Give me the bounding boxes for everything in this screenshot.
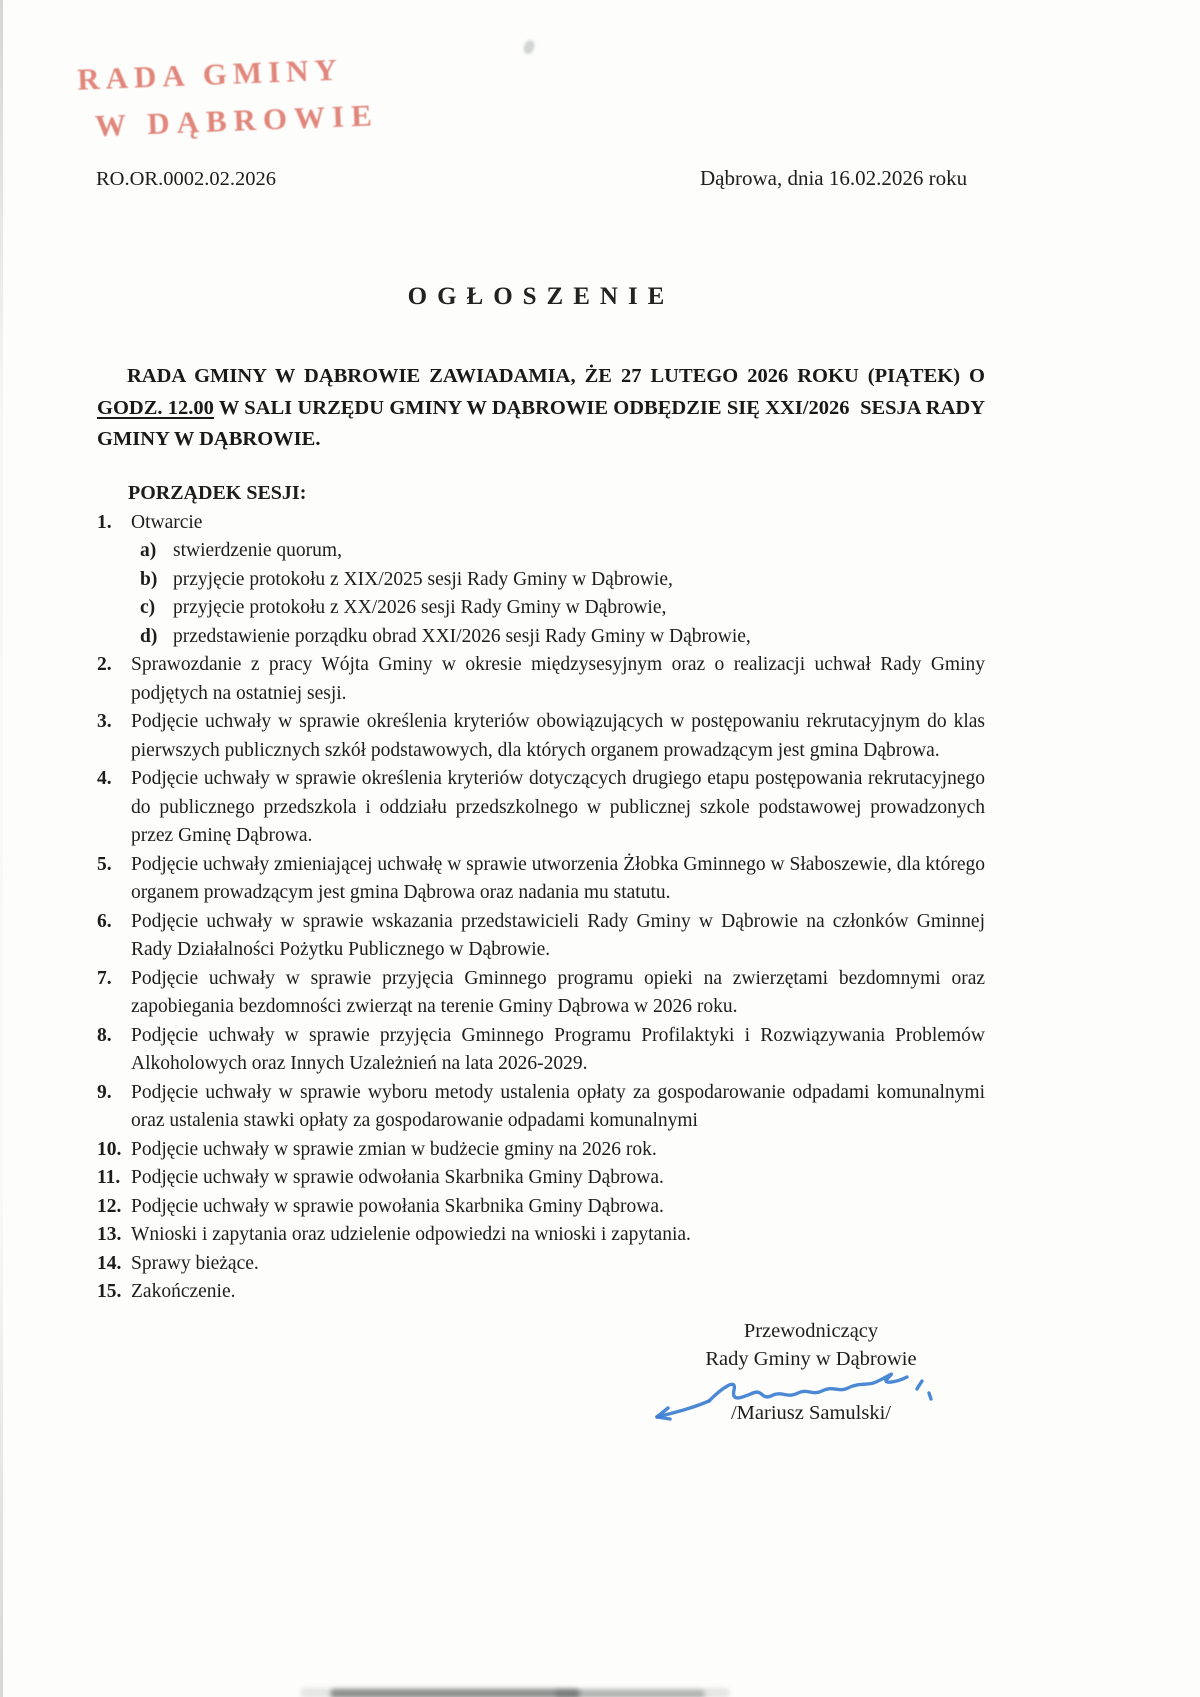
agenda-subitem-text: przedstawienie porządku obrad XXI/2026 sesji Rady Gminy w Dąbrowie, — [173, 625, 751, 647]
agenda-subitem-text: stwierdzenie quorum, — [173, 540, 342, 561]
agenda-item-number: 2. — [97, 654, 112, 675]
signer-title-line-2: Rady Gminy w Dąbrowie — [705, 1347, 917, 1370]
agenda-subitem-letter: b) — [140, 568, 158, 590]
agenda-item-number: 5. — [97, 853, 112, 875]
agenda-item-text: Podjęcie uchwały w sprawie powołania Skarbnika Gminy Dąbrowa. — [131, 1195, 664, 1217]
agenda-item — [97, 1022, 985, 1079]
agenda-item — [97, 965, 985, 1022]
stamp-line-2: W DĄBROWIE — [94, 97, 380, 144]
agenda-item-text: Wnioski i zapytania oraz udzielenie odpowiedzi na wnioski i zapytania. — [131, 1224, 691, 1245]
place-and-date: Dąbrowa, dnia 16.02.2026 roku — [700, 166, 968, 190]
agenda-item — [97, 1193, 985, 1222]
agenda-item-text: Podjęcie uchwały w sprawie określenia kryteriów obowiązujących w postępowaniu rekrutacyjnym do klas pierwszych publicznych szkół podstawowych, dla których organem prowadzącym jest gmina Dąbrowa. — [131, 711, 985, 761]
agenda-item-text: Podjęcie uchwały w sprawie zmian w budżecie gminy na 2026 rok. — [131, 1138, 657, 1160]
scan-speck-artifact — [522, 39, 535, 55]
agenda-item-text: Podjęcie uchwały zmieniającej uchwałę w sprawie utworzenia Żłobka Gminnego w Słaboszewie, dla którego organem prowadzącym jest gmina Dąbrowa oraz nadania mu statutu. — [131, 853, 985, 903]
agenda-heading: PORZĄDEK SESJI: — [128, 481, 307, 504]
agenda-item — [97, 908, 985, 965]
scan-edge-artifact — [0, 0, 3, 1697]
agenda-subitem — [140, 537, 985, 566]
agenda-item-number: 13. — [97, 1224, 122, 1245]
agenda-item — [97, 509, 985, 538]
agenda-item-number: 6. — [97, 910, 112, 932]
agenda-item-text: Podjęcie uchwały w sprawie określenia kryteriów dotyczących drugiego etapu postępowania rekrutacyjnego do publicznego przedszkola i oddziału przedszkolnego w publicznej szkole podstawowej prowadzonych przez Gminę Dąbrowa. — [131, 768, 985, 846]
announcement-text-end: W SALI URZĘDU GMINY W DĄBROWIE ODBĘDZIE SIĘ XXI/2026 SESJA RADY GMINY W DĄBROWIE. — [97, 396, 986, 450]
agenda-subitem — [140, 623, 985, 652]
document-title: OGŁOSZENIE — [407, 283, 675, 310]
agenda-item-text: Podjęcie uchwały w sprawie wyboru metody ustalenia opłaty za gospodarowanie odpadami komunalnymi oraz ustalenia stawki opłaty za gospodarowanie odpadami komunalnymi — [131, 1081, 985, 1131]
agenda-sublist — [140, 537, 985, 651]
agenda-subitem-letter: a) — [140, 540, 157, 561]
announcement-text-start: RADA GMINY W DĄBROWIE ZAWIADAMIA, ŻE 27 LUTEGO 2026 ROKU (PIĄTEK) O — [127, 365, 985, 387]
agenda-subitem-text: przyjęcie protokołu z XIX/2025 sesji Rady Gminy w Dąbrowie, — [173, 568, 673, 590]
agenda-item-number: 7. — [97, 967, 112, 989]
agenda-item-number: 1. — [97, 511, 112, 533]
municipal-stamp — [76, 44, 379, 149]
agenda-item-text: Sprawozdanie z pracy Wójta Gminy w okresie międzysesyjnym oraz o realizacji uchwał Rady Gminy podjętych na ostatniej sesji. — [131, 654, 985, 704]
agenda-item — [97, 1221, 985, 1250]
agenda-item — [97, 1164, 985, 1193]
agenda-item-number: 10. — [97, 1138, 122, 1160]
agenda-item-text: Podjęcie uchwały w sprawie odwołania Skarbnika Gminy Dąbrowa. — [131, 1167, 664, 1188]
agenda-item-number: 14. — [97, 1252, 122, 1274]
agenda-item-text: Sprawy bieżące. — [131, 1252, 259, 1274]
agenda-subitem — [140, 594, 985, 623]
stamp-line-1: RADA GMINY — [76, 51, 344, 97]
announcement-paragraph — [97, 361, 985, 456]
document-body — [97, 283, 985, 1427]
signer-title-line-1: Przewodniczący — [743, 1319, 879, 1342]
agenda-item-number: 9. — [97, 1081, 112, 1103]
agenda-item-text: Podjęcie uchwały w sprawie przyjęcia Gminnego Programu Profilaktyki i Rozwiązywania Problemów Alkoholowych oraz Innych Uzależnień na lata 2026-2029. — [131, 1024, 985, 1074]
agenda-item-number: 3. — [97, 711, 112, 732]
agenda-item — [97, 1278, 985, 1307]
agenda-item-text: Otwarcie — [131, 511, 203, 533]
agenda-item — [97, 1136, 985, 1165]
agenda-item-number: 8. — [97, 1024, 112, 1046]
agenda-item — [97, 851, 985, 908]
agenda-item-number: 11. — [97, 1167, 121, 1188]
bottom-smudge-artifact — [555, 1690, 705, 1697]
reference-number: RO.OR.0002.02.2026 — [96, 168, 276, 190]
agenda-item-number: 4. — [97, 768, 112, 789]
agenda-subitem-letter: d) — [140, 625, 158, 647]
signature-block — [657, 1317, 965, 1427]
signer-name: /Mariusz Samulski/ — [730, 1401, 891, 1424]
bottom-smudge-artifact — [330, 1689, 580, 1697]
agenda-list — [97, 509, 985, 1307]
agenda-item — [97, 765, 985, 851]
agenda-item — [97, 708, 985, 765]
agenda-subitem — [140, 566, 985, 595]
announcement-time-underlined: GODZ. 12.00 — [97, 396, 214, 419]
agenda-item — [97, 1250, 985, 1279]
agenda-item-number: 12. — [97, 1195, 122, 1217]
agenda-subitem-letter: c) — [140, 597, 156, 618]
agenda-item — [97, 1079, 985, 1136]
agenda-item — [97, 651, 985, 708]
agenda-item-text: Podjęcie uchwały w sprawie wskazania przedstawicieli Rady Gminy w Dąbrowie na członków Gminnej Rady Działalności Pożytku Publicznego w Dąbrowie. — [131, 910, 985, 960]
agenda-item-text: Zakończenie. — [131, 1281, 236, 1302]
agenda-item-text: Podjęcie uchwały w sprawie przyjęcia Gminnego programu opieki na zwierzętami bezdomnymi oraz zapobiegania bezdomności zwierząt na terenie Gminy Dąbrowa w 2026 roku. — [131, 967, 985, 1017]
agenda-subitem-text: przyjęcie protokołu z XX/2026 sesji Rady Gminy w Dąbrowie, — [173, 597, 667, 618]
agenda-item-number: 15. — [97, 1281, 122, 1302]
